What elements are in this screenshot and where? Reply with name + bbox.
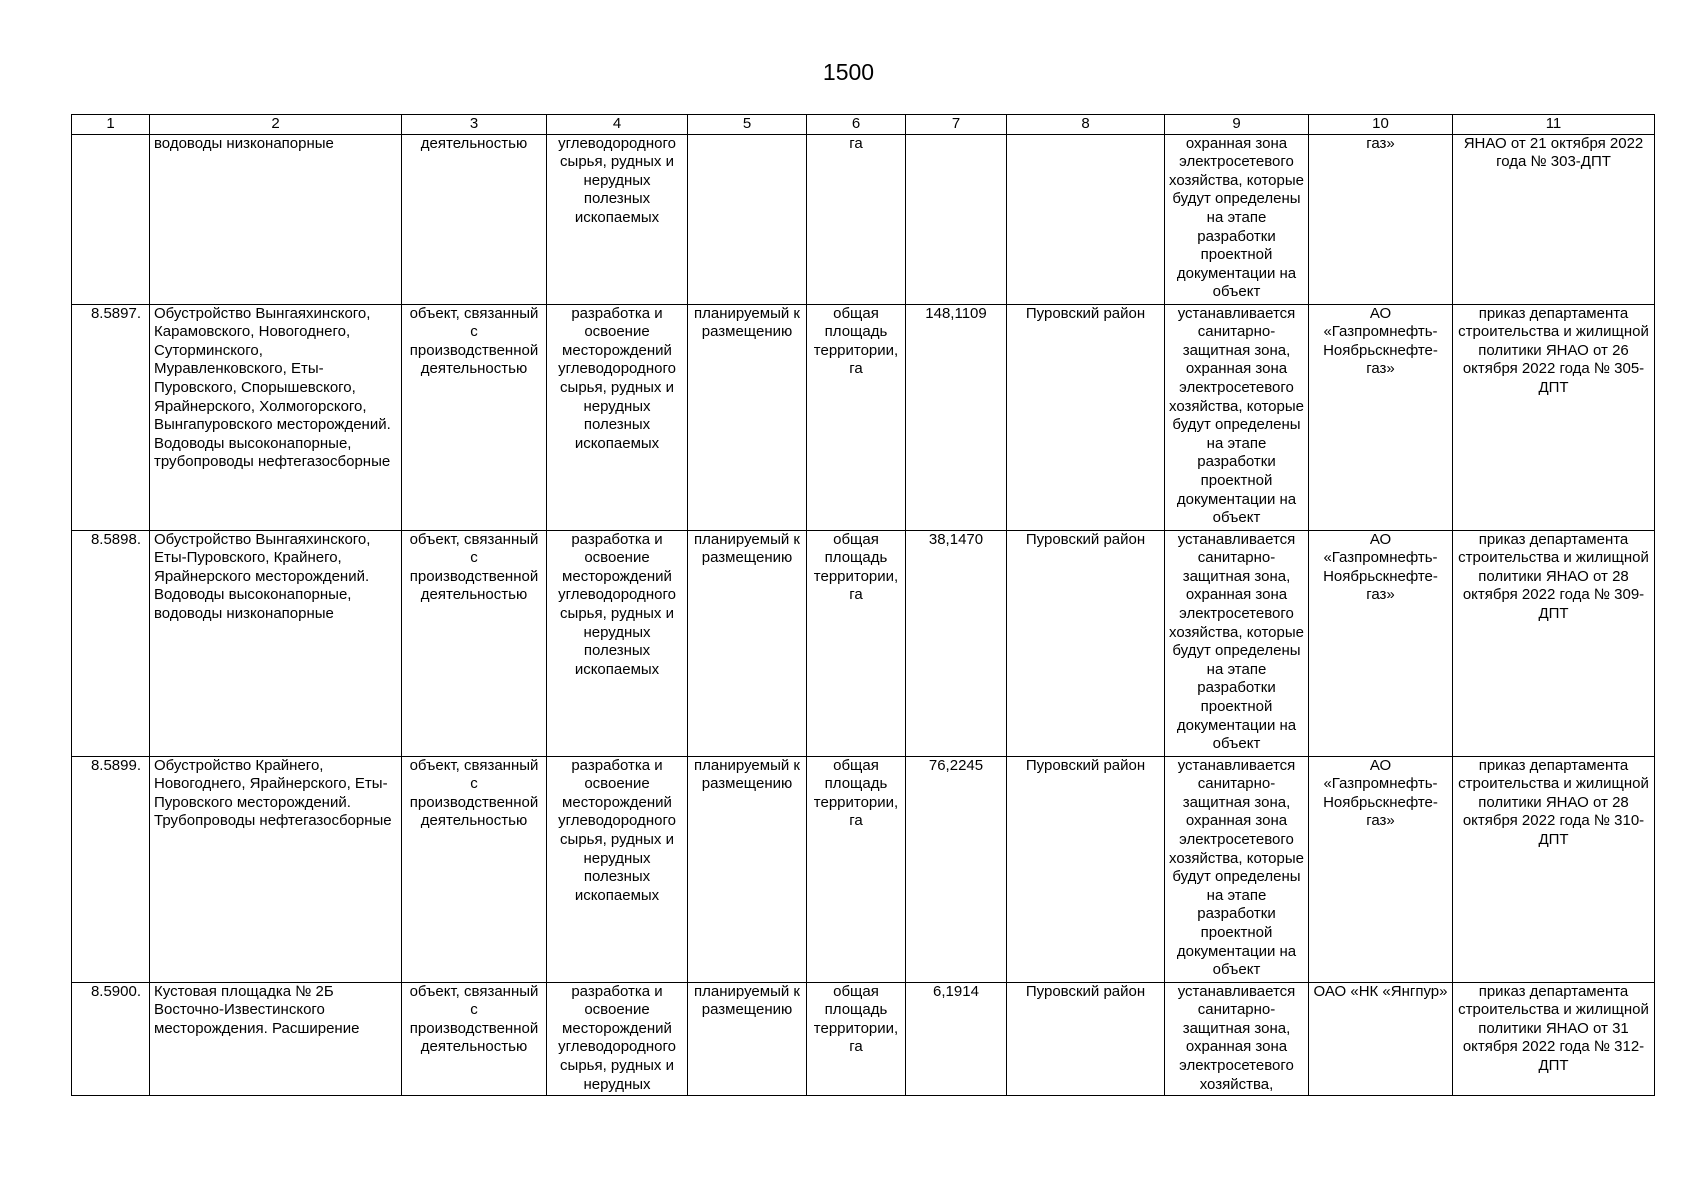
object-status: планируемый к размещению (688, 304, 807, 530)
header-cell: 9 (1165, 115, 1309, 135)
object-type: объект, связанный с производственной деятельностью (402, 982, 547, 1095)
header-row (72, 115, 1655, 135)
object-location (1007, 134, 1165, 304)
header-cell: 4 (547, 115, 688, 135)
header-cell: 2 (150, 115, 402, 135)
row-number: 8.5897. (72, 304, 150, 530)
object-document: ЯНАО от 21 октября 2022 года № 303-ДПТ (1453, 134, 1655, 304)
object-document: приказ департамента строительства и жилищной политики ЯНАО от 31 октября 2022 года № 312-ДПТ (1453, 982, 1655, 1095)
header-cell: 1 (72, 115, 150, 135)
header-cell: 3 (402, 115, 547, 135)
object-value: 76,2245 (906, 756, 1007, 982)
header-cell: 8 (1007, 115, 1165, 135)
row-number: 8.5900. (72, 982, 150, 1095)
object-purpose: разработка и освоение месторождений углеводородного сырья, рудных и нерудных полезных ископаемых (547, 304, 688, 530)
object-location: Пуровский район (1007, 530, 1165, 756)
page-number: 1500 (822, 59, 875, 85)
header-cell: 6 (807, 115, 906, 135)
object-zones: устанавливается санитарно-защитная зона, охранная зона электросетевого хозяйства, которые будут определены на этапе разработки проектной документации на объект (1165, 304, 1309, 530)
object-measure: общая площадь территории, га (807, 756, 906, 982)
object-purpose: углеводородного сырья, рудных и нерудных полезных ископаемых (547, 134, 688, 304)
object-purpose: разработка и освоение месторождений углеводородного сырья, рудных и нерудных (547, 982, 688, 1095)
object-purpose: разработка и освоение месторождений углеводородного сырья, рудных и нерудных полезных ископаемых (547, 756, 688, 982)
table-row (72, 134, 1655, 304)
header-cell: 7 (906, 115, 1007, 135)
object-type: объект, связанный с производственной деятельностью (402, 530, 547, 756)
object-name: Обустройство Крайнего, Новогоднего, Ярайнерского, Еты-Пуровского месторождений. Трубопроводы нефтегазосборные (150, 756, 402, 982)
object-status: планируемый к размещению (688, 530, 807, 756)
object-location: Пуровский район (1007, 982, 1165, 1095)
object-type: объект, связанный с производственной деятельностью (402, 304, 547, 530)
objects-table (71, 114, 1655, 1096)
object-name: Обустройство Вынгаяхинского, Еты-Пуровского, Крайнего, Ярайнерского месторождений. Водоводы высоконапорные, водоводы низконапорные (150, 530, 402, 756)
object-status: планируемый к размещению (688, 982, 807, 1095)
object-value (906, 134, 1007, 304)
header-cell: 11 (1453, 115, 1655, 135)
object-zones: устанавливается санитарно-защитная зона, охранная зона электросетевого хозяйства, которые будут определены на этапе разработки проектной документации на объект (1165, 530, 1309, 756)
object-owner: АО «Газпромнефть-Ноябрьскнефте-газ» (1309, 756, 1453, 982)
object-name: Обустройство Вынгаяхинского, Карамовского, Новогоднего, Суторминского, Муравленковского, Еты-Пуровского, Спорышевского, Ярайнерского, Холмогорского, Вынгапуровского месторождений. Водоводы высоконапорные, трубопроводы нефтегазосборные (150, 304, 402, 530)
row-number (72, 134, 150, 304)
object-owner: ОАО «НК «Янгпур» (1309, 982, 1453, 1095)
header-cell: 5 (688, 115, 807, 135)
object-location: Пуровский район (1007, 304, 1165, 530)
object-zones: устанавливается санитарно-защитная зона, охранная зона электросетевого хозяйства, которые будут определены на этапе разработки проектной документации на объект (1165, 756, 1309, 982)
object-value: 38,1470 (906, 530, 1007, 756)
object-owner: АО «Газпромнефть-Ноябрьскнефте-газ» (1309, 530, 1453, 756)
object-name: водоводы низконапорные (150, 134, 402, 304)
object-zones: устанавливается санитарно-защитная зона, охранная зона электросетевого хозяйства, (1165, 982, 1309, 1095)
object-value: 148,1109 (906, 304, 1007, 530)
row-number: 8.5899. (72, 756, 150, 982)
row-number: 8.5898. (72, 530, 150, 756)
object-name: Кустовая площадка № 2Б Восточно-Известинского месторождения. Расширение (150, 982, 402, 1095)
table-row (72, 530, 1655, 756)
object-measure: общая площадь территории, га (807, 982, 906, 1095)
table-row (72, 982, 1655, 1095)
object-owner: АО «Газпромнефть-Ноябрьскнефте-газ» (1309, 304, 1453, 530)
table-row (72, 304, 1655, 530)
object-type: объект, связанный с производственной деятельностью (402, 756, 547, 982)
object-type: деятельностью (402, 134, 547, 304)
object-document: приказ департамента строительства и жилищной политики ЯНАО от 28 октября 2022 года № 310-ДПТ (1453, 756, 1655, 982)
object-value: 6,1914 (906, 982, 1007, 1095)
object-purpose: разработка и освоение месторождений углеводородного сырья, рудных и нерудных полезных ископаемых (547, 530, 688, 756)
object-measure: общая площадь территории, га (807, 304, 906, 530)
table-row (72, 756, 1655, 982)
object-status (688, 134, 807, 304)
object-document: приказ департамента строительства и жилищной политики ЯНАО от 26 октября 2022 года № 305-ДПТ (1453, 304, 1655, 530)
header-cell: 10 (1309, 115, 1453, 135)
object-document: приказ департамента строительства и жилищной политики ЯНАО от 28 октября 2022 года № 309-ДПТ (1453, 530, 1655, 756)
object-measure: га (807, 134, 906, 304)
object-zones: охранная зона электросетевого хозяйства, которые будут определены на этапе разработки проектной документации на объект (1165, 134, 1309, 304)
object-location: Пуровский район (1007, 756, 1165, 982)
object-measure: общая площадь территории, га (807, 530, 906, 756)
object-owner: газ» (1309, 134, 1453, 304)
object-status: планируемый к размещению (688, 756, 807, 982)
